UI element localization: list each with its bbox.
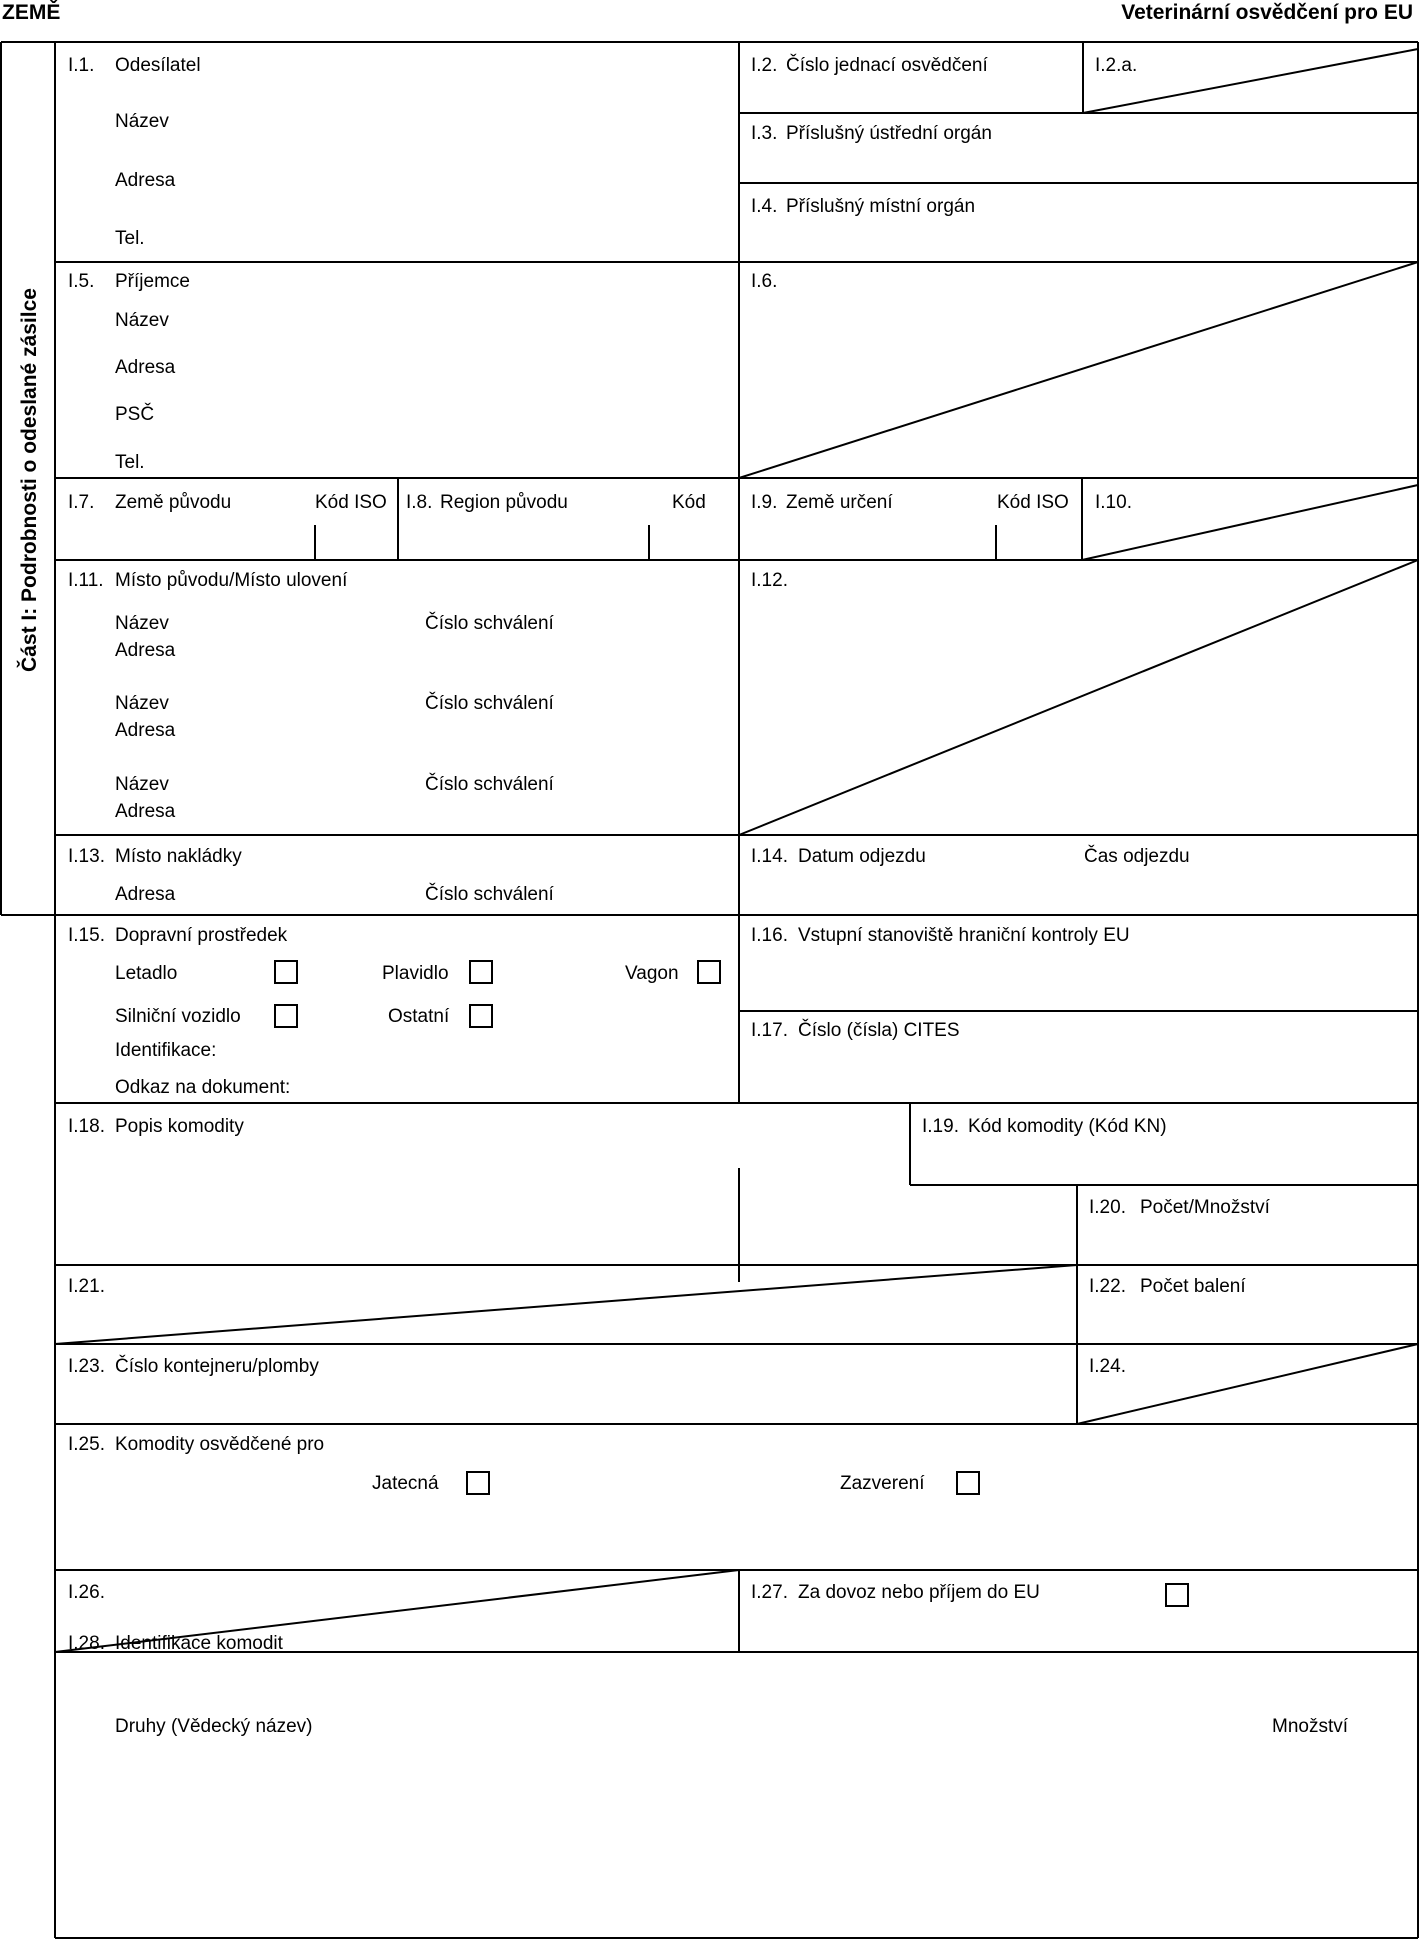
i19-number: I.19. [922,1116,959,1137]
identification-label: Identifikace: [115,1040,217,1061]
plane-checkbox[interactable] [274,960,298,984]
i23-title: Číslo kontejneru/plomby [115,1356,319,1377]
i22-number: I.22. [1089,1276,1126,1297]
i26-number: I.26. [68,1582,105,1603]
option-other-label: Ostatní [388,1006,450,1027]
species-column-label: Druhy (Vědecký název) [115,1716,313,1737]
i5-title: Příjemce [115,271,190,292]
i6-number: I.6. [751,271,778,292]
i5-tel-label: Tel. [115,452,145,473]
i13-number: I.13. [68,846,105,867]
i1-title: Odesílatel [115,55,201,76]
i9-number: I.9. [751,492,778,513]
i20-title: Počet/Množství [1140,1197,1270,1218]
i14-number: I.14. [751,846,788,867]
i13-address-label: Adresa [115,884,176,905]
i14-title: Datum odjezdu [798,846,926,867]
i1-address-label: Adresa [115,170,176,191]
i4-number: I.4. [751,196,778,217]
i3-title: Příslušný ústřední orgán [786,123,992,144]
i27-number: I.27. [751,1582,788,1603]
side-label-text: Část I: Podrobnosti o odeslané zásilce [18,288,41,672]
i11-entry3-name-label: Název [115,774,169,795]
i28-number: I.28. [68,1633,105,1654]
i1-name-label: Název [115,111,169,132]
i27-title: Za dovoz nebo příjem do EU [798,1582,1040,1603]
i3-number: I.3. [751,123,778,144]
i22-title: Počet balení [1140,1276,1246,1297]
i24-number: I.24. [1089,1356,1126,1377]
i17-title: Číslo (čísla) CITES [798,1020,960,1041]
i13-approval-label: Číslo schválení [425,884,554,905]
i2a-label: I.2.a. [1095,55,1138,76]
i20-number: I.20. [1089,1197,1126,1218]
i8-code-label: Kód [672,492,706,513]
i9-code-label: Kód ISO [997,492,1069,513]
i28-title: Identifikace komodit [115,1633,283,1654]
i25-title: Komodity osvědčené pro [115,1434,325,1455]
quantity-column-label: Množství [1272,1716,1349,1737]
i12-number: I.12. [751,570,788,591]
i14-time-label: Čas odjezdu [1084,846,1190,867]
i13-title: Místo nakládky [115,846,242,867]
option-plane-label: Letadlo [115,963,178,984]
i25-number: I.25. [68,1434,105,1455]
fattening-label: Zazverení [840,1473,925,1494]
i11-entry3-approval-label: Číslo schválení [425,774,554,795]
i11-title: Místo původu/Místo ulovení [115,570,348,591]
i4-title: Příslušný místní orgán [786,196,976,217]
i5-postcode-label: PSČ [115,404,155,425]
i11-entry1-approval-label: Číslo schválení [425,613,554,634]
document-reference-label: Odkaz na dokument: [115,1077,291,1098]
option-road-label: Silniční vozidlo [115,1006,241,1027]
country-heading: ZEMĚ [2,1,61,24]
ship-checkbox[interactable] [469,960,493,984]
i5-number: I.5. [68,271,95,292]
i16-number: I.16. [751,925,788,946]
i9-title: Země určení [786,492,893,513]
i8-title: Region původu [440,492,568,513]
i7-code-label: Kód ISO [315,492,387,513]
i7-title: Země původu [115,492,232,513]
i16-title: Vstupní stanoviště hraniční kontroly EU [798,925,1130,946]
i19-title: Kód komodity (Kód KN) [968,1116,1167,1137]
i17-number: I.17. [751,1020,788,1041]
i11-number: I.11. [68,570,104,591]
option-ship-label: Plavidlo [382,963,449,984]
i2-number: I.2. [751,55,778,76]
i23-number: I.23. [68,1356,105,1377]
wagon-checkbox[interactable] [697,960,721,984]
i1-number: I.1. [68,55,95,76]
option-wagon-label: Vagon [625,963,679,984]
slaughter-label: Jatecná [372,1473,439,1494]
i11-entry1-address-label: Adresa [115,640,176,661]
i21-number: I.21. [68,1276,105,1297]
i15-title: Dopravní prostředek [115,925,288,946]
i5-address-label: Adresa [115,357,176,378]
i11-entry1-name-label: Název [115,613,169,634]
i2-title: Číslo jednací osvědčení [786,55,988,76]
i18-number: I.18. [68,1116,105,1137]
fattening-checkbox[interactable] [956,1471,980,1495]
i11-entry3-address-label: Adresa [115,801,176,822]
i11-entry2-name-label: Název [115,693,169,714]
i10-number: I.10. [1095,492,1132,513]
import-checkbox[interactable] [1165,1583,1189,1607]
road-vehicle-checkbox[interactable] [274,1004,298,1028]
i5-name-label: Název [115,310,169,331]
i7-number: I.7. [68,492,95,513]
i11-entry2-approval-label: Číslo schválení [425,693,554,714]
i8-number: I.8. [406,492,433,513]
certificate-title: Veterinární osvědčení pro EU [1121,1,1413,24]
i1-tel-label: Tel. [115,228,145,249]
i11-entry2-address-label: Adresa [115,720,176,741]
i18-title: Popis komodity [115,1116,244,1137]
other-checkbox[interactable] [469,1004,493,1028]
i15-number: I.15. [68,925,105,946]
slaughter-checkbox[interactable] [466,1471,490,1495]
